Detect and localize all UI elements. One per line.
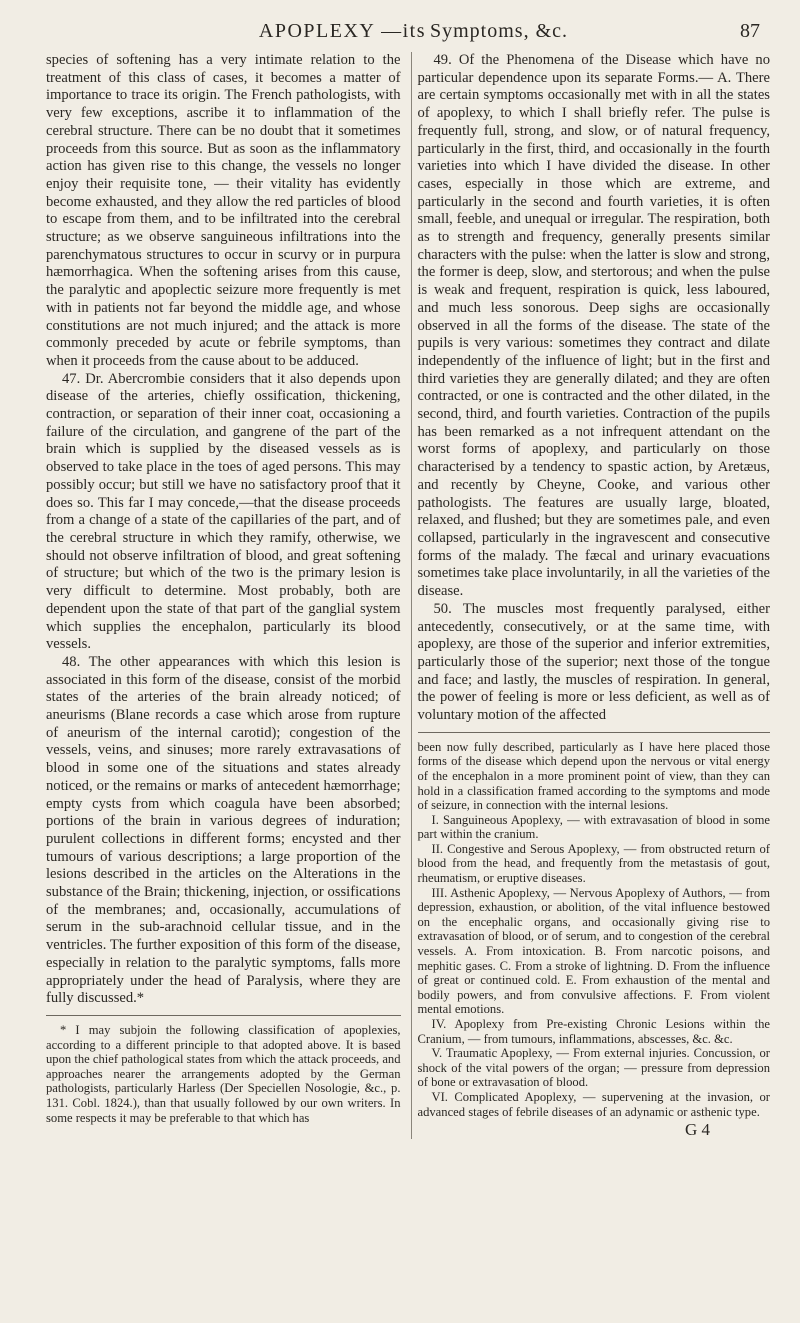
footnote-cont-text: been now fully described, particularly as I have here placed those forms of the disease which depend upon the nervous or vital energy of the encephalon in a more prominent point of view, than they can hold in a classification framed according to the symptoms and mode of seizure, in connection with the internal lesions. <box>417 739 770 813</box>
footnote-divider-right <box>418 732 771 733</box>
signature-mark: G 4 <box>684 1120 710 1140</box>
footnote-text: * I may subjoin the following classification of apoplexies, according to a different principle to that adopted above. It is based upon the chief pathological states from which the attack proceeds, and approaches nearer the arrangements adopted by the German pathologists, particularly Harless (Der Speciellen Nosologie, &c., p. 131. Cobl. 1824.), than that usually followed by our own writers. In some respects it may be preferable to that which has <box>46 1022 401 1125</box>
running-header <box>46 12 770 52</box>
paragraph-47: 47. Dr. Abercrombie considers that it also depends upon disease of the arteries, chiefly ossification, thickening, contraction, or separation of their inner coat, occasioning a failure of the circulation, and gangrene of the part of the brain which is supplied by the diseased vessels as is observed to take place in the toes of aged persons. This may possibly occur; but still we have no satisfactory proof that it does so. This far I may concede,—that the disease proceeds from a change of a state of the capillaries of the part, and of the cerebral structure in which they ramify, otherwise, we should not observe infiltration of blood, and great softening of structure; but which of the two is the primary lesion is very difficult to determine. Most probably, both are dependent upon the state of that part of the ganglial system which supplies the encephalon, particularly its blood vessels. <box>46 370 401 653</box>
left-column <box>46 52 401 1139</box>
footnote-item-v: V. Traumatic Apoplexy, — From external injuries. Concussion, or shock of the vital powers of the organ; — pressure from depression of bone or extravasation of blood. <box>417 1046 770 1090</box>
paragraph-48: 48. The other appearances with which this lesion is associated in this form of the disease, consist of the morbid states of the arteries of the brain already noticed; of aneurisms (Blane records a case which arose from rupture of aneurism of the internal carotid); congestion of the vessels, veins, and sinuses; more rarely extravasations of blood in some one of the situations and states already noticed, or the remains or marks of antecedent hæmorrhage; empty cysts from which coagula have been absorbed; portions of the brain in various degrees of induration; purulent collections in different forms; encysted and ther tumours of various descriptions; a large proportion of the lesions described in the articles on the Alterations in the substance of the Brain; thickening, injection, or ossifications of the membranes; and, occasionally, accumulations of serum in the sub-arachnoid cellular tissue, and in the ventricles. The further exposition of this form of the disease, especially in relation to the paralytic symptoms, falls more appropriately under the head of Paralysis, where they are fully discussed.* <box>46 653 401 1007</box>
right-column <box>411 52 771 1139</box>
footnote-item-iii: III. Asthenic Apoplexy, — Nervous Apoplexy of Authors, — from depression, exhaustion, or abolition, of the vital influence bestowed on the encephalic organs, and occasionally giving rise to extravasation of blood, or of serum, and to congestion of the cerebral vessels. A. From intoxication. B. From narcotic poisons, and mephitic gases. C. From a stroke of lightning. D. From the influence of great or continued cold. E. From exhaustion of the mental and bodily powers, and from convulsive affections. F. From violent mental emotions. <box>417 885 770 1017</box>
header-right-title: Symptoms, &c. <box>430 20 569 42</box>
paragraph-50: 50. The muscles most frequently paralysed, either antecedently, consecutively, or at the same time, with apoplexy, are those of the superior and inferior extremities, particularly those of the superior; next those of the tongue and face; and lastly, the muscles of respiration. In general, the power of feeling is more or less deficient, as well as of voluntary motion of the affected <box>417 600 770 724</box>
footnote-block <box>46 1023 401 1125</box>
two-column-body <box>46 52 770 1139</box>
footnote-item-ii: II. Congestive and Serous Apoplexy, — from obstructed return of blood from the head, and frequently from the metastasis of gout, rheumatism, or eruptive diseases. <box>417 841 770 886</box>
page-number: 87 <box>740 20 760 42</box>
paragraph-softening: species of softening has a very intimate relation to the treatment of this class of cases, it becomes a matter of importance to trace its origin. The French pathologists, with very few exceptions, ascribe it to inflammation of the cerebral structure. There can be no doubt that it sometimes proceeds from this source. But as soon as the inflammatory action has given rise to this change, the vessels no longer enjoy their requisite tone, — their vitality has evidently become exhausted, and they allow the red particles of blood to escape from them, and to be infiltrated into the cerebral structure; as we observe sanguineous infiltrations into the parenchymatous structures to occur in scurvy or in purpura hæmorrhagica. When the softening arises from this cause, the paralytic and apoplectic seizure more frequently is met with in patients not far beyond the middle age, and whose constitutions are not much injured; and the attack is more commonly preceded by acute or febrile symptoms, than when it proceeds from the cause about to be adduced. <box>46 52 401 369</box>
footnote-continuation <box>418 740 771 1119</box>
footnote-item-vi: VI. Complicated Apoplexy, — supervening at the invasion, or advanced stages of febrile diseases of an adynamic or asthenic type. <box>417 1089 770 1119</box>
header-left-title: APOPLEXY —its <box>258 20 426 42</box>
footnote-item-iv: IV. Apoplexy from Pre-existing Chronic Lesions within the Cranium, — from tumours, inflammations, abscesses, &c. &c. <box>417 1017 770 1046</box>
footnote-item-i: I. Sanguineous Apoplexy, — with extravasation of blood in some part within the cranium. <box>417 812 770 842</box>
footnote-divider <box>46 1015 401 1016</box>
paragraph-49: 49. Of the Phenomena of the Disease which have no particular dependence upon its separate Forms.— A. There are certain symptoms occasionally met with in all the states of apoplexy, to which I shall briefly refer. The pulse is frequently full, strong, and slow, or of natural frequency, particularly in the first, third, and occasionally in the fourth varieties into which I have divided the disease. In other cases, especially in those which are extreme, and particularly in the second and fourth varieties, it is often small, feeble, and unequal or irregular. The respiration, both as to strength and frequency, generally presents similar characters with the pulse: when the latter is slow and strong, the former is deep, slow, and stertorous; and when the pulse is weak and frequent, respiration is quick, less laboured, and much less sonorous. Deep sighs are occasionally observed in all the forms of the disease. The state of the pupils is very various: sometimes they contract and dilate independently of the influence of light; but in the first and third varieties they are generally dilated; and they are often contracted, or one is contracted and the other dilated, in the second, third, and fourth varieties. Contraction of the pupils has been remarked as a not infrequent attendant on the worst forms of apoplexy, and particularly on those characterised by a tendency to spastic action, by Aretæus, and recently by Cheyne, Cooke, and various other pathologists. The features are usually large, bloated, relaxed, and flushed; but they are sometimes pale, and even collapsed, particularly in the ingravescent and consecutive forms of the malady. The fæcal and urinary evacuations sometimes take place involuntarily, in all the varieties of the disease. <box>417 52 770 600</box>
